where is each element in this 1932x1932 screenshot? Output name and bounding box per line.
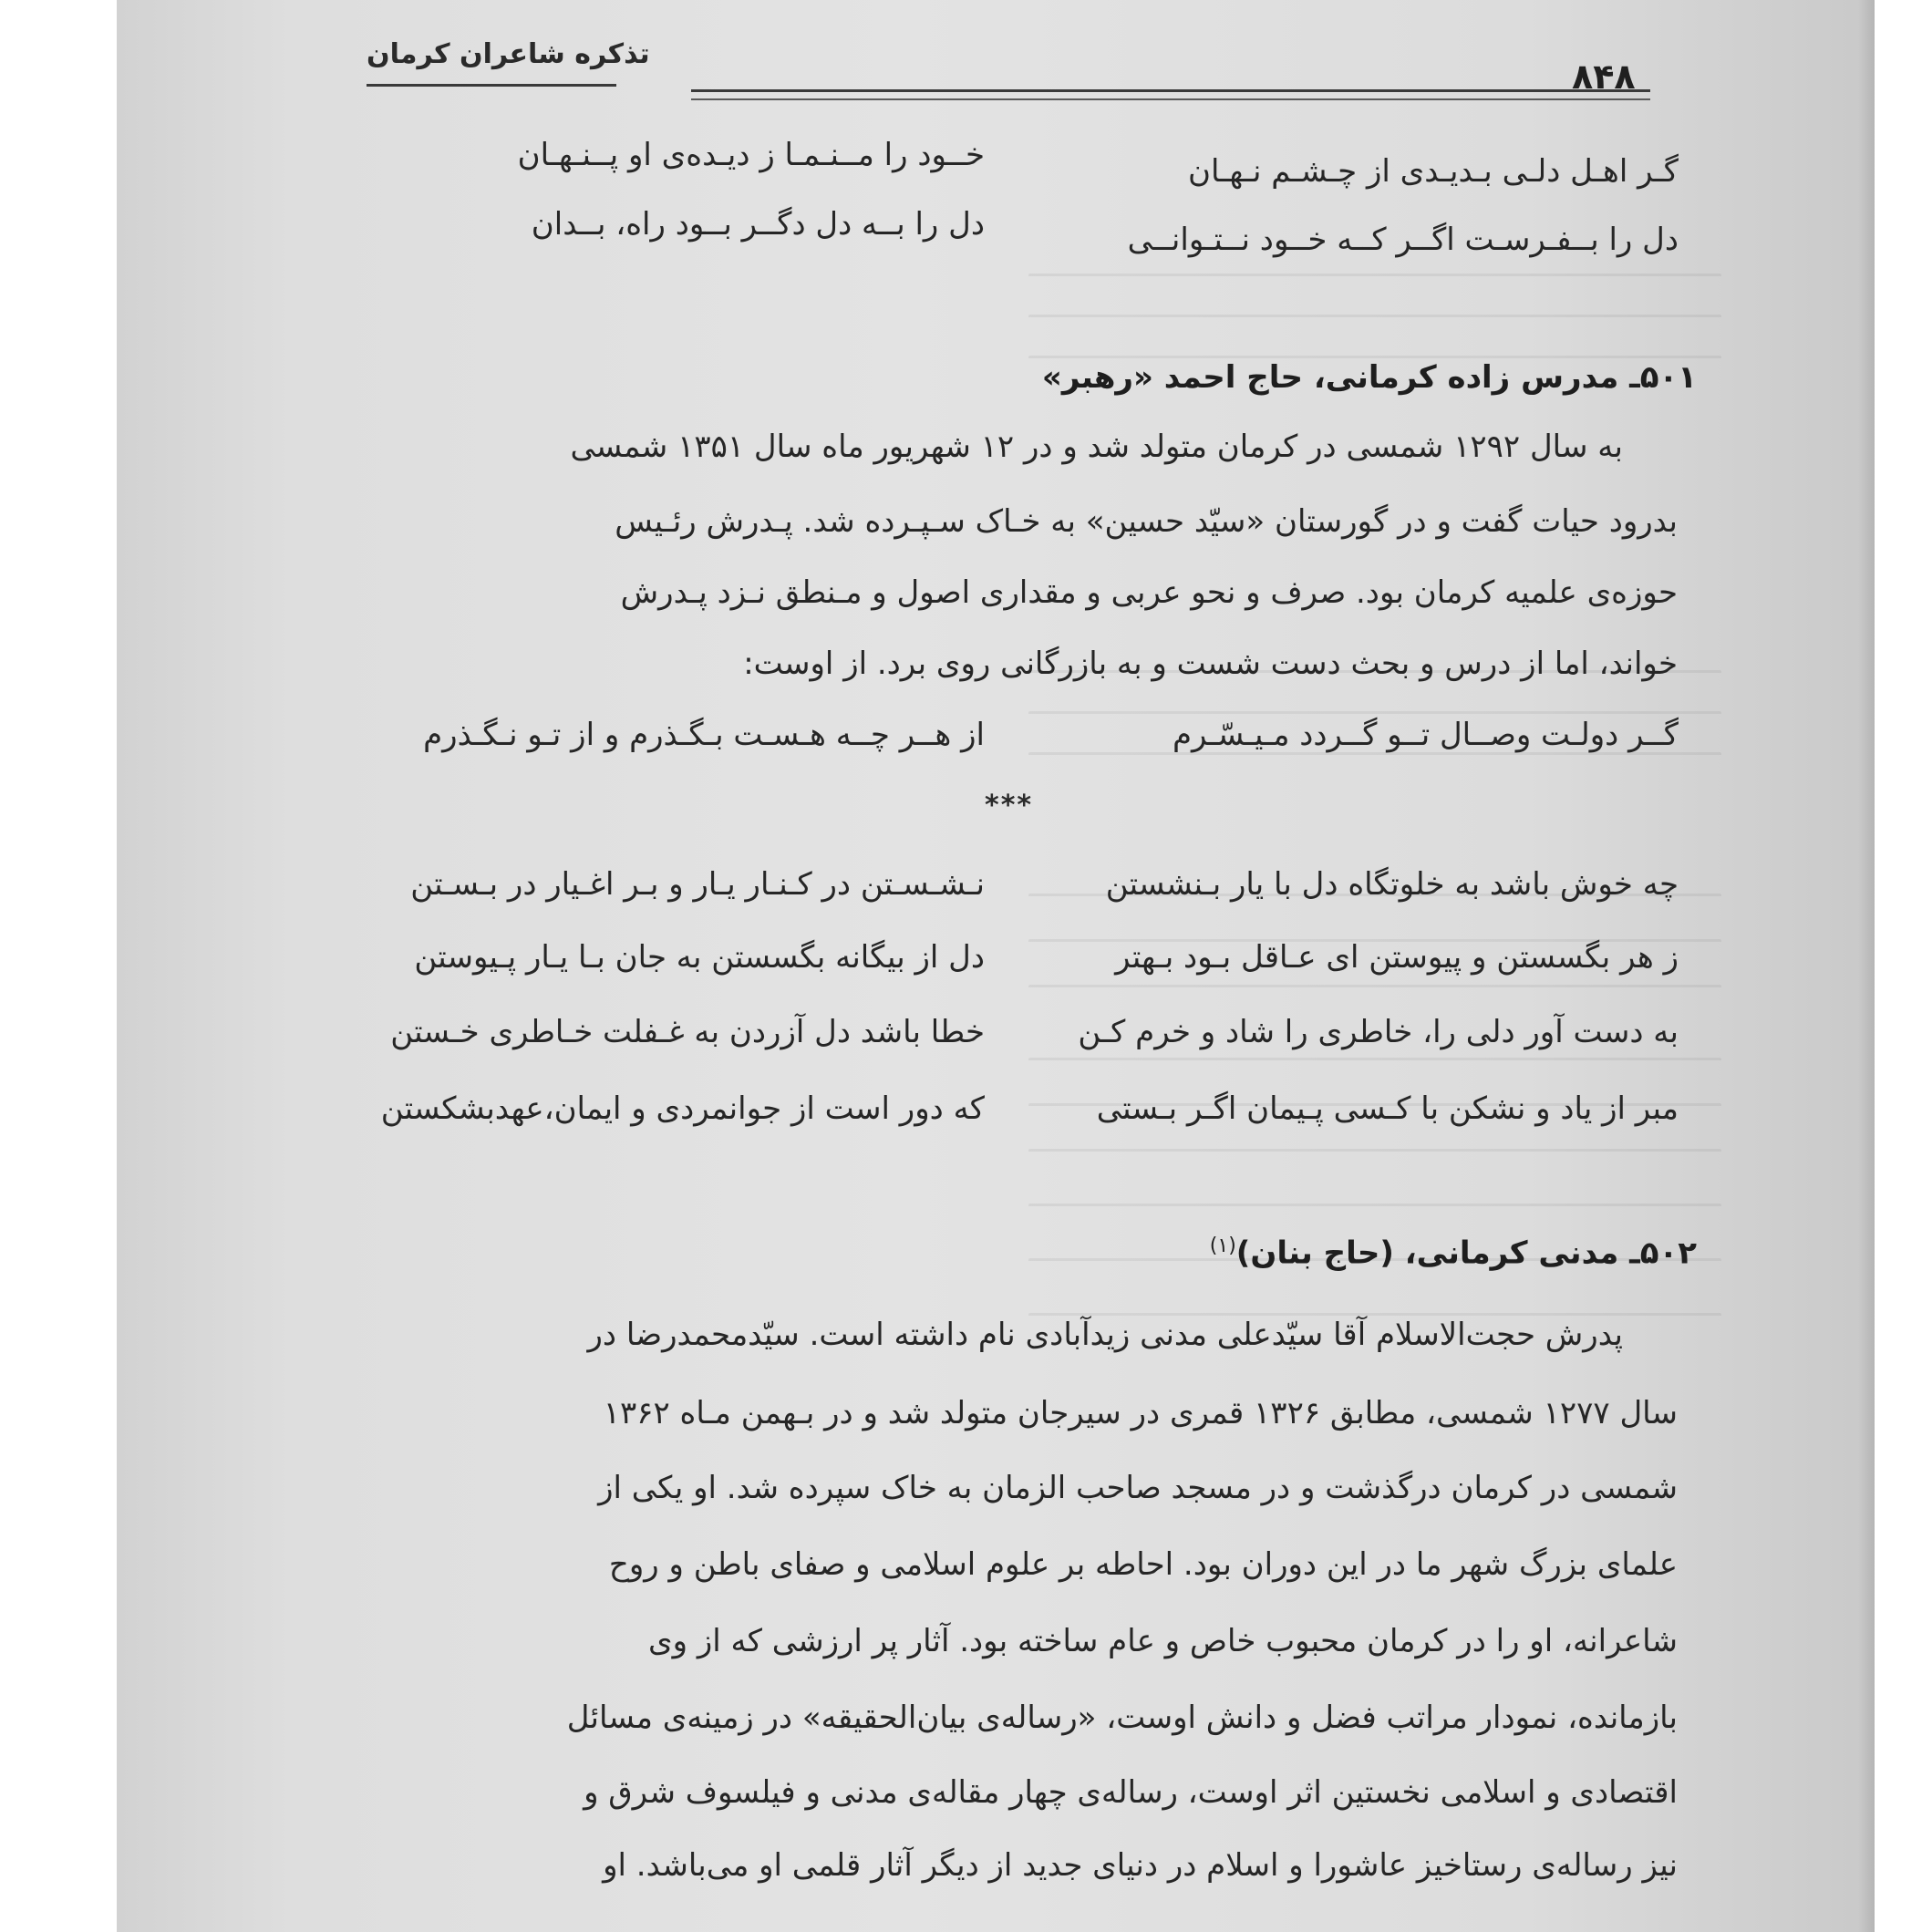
verse-right: به دست آور دلی را، خاطری را شاد و خرم کـن xyxy=(1078,1014,1679,1050)
paragraph-line: خواند، اما از درس و بحث دست شست و به بازرگانی روی برد. از اوست: xyxy=(743,646,1678,682)
page-number: ۸۴۸ xyxy=(1572,57,1636,97)
header-rule xyxy=(367,84,616,87)
paragraph-line: بازمانده، نمودار مراتب فضل و دانش اوست، «رساله‌ی بیان‌الحقیقه» در زمینه‌ی مسائل xyxy=(566,1700,1678,1736)
verse-left: از هــر چــه هـسـت بـگـذرم و از تـو نـگـذرم xyxy=(423,717,985,753)
paragraph-line: نیز رساله‌ی رستاخیز عاشورا و اسلام در دنیای جدید از دیگر آثار قلمی او می‌باشد. او xyxy=(603,1847,1678,1884)
verse-left: نـشـسـتن در کـنـار یـار و بـر اغـیار در بـسـتن xyxy=(410,866,985,903)
footnote-mark: (۱) xyxy=(1209,1235,1236,1257)
verse-right: چه خوش باشد به خلوتگاه دل با یار بـنشستن xyxy=(1105,866,1679,903)
verse-right: مبر از یاد و نشکن با کـسی پـیمان اگـر بـستی xyxy=(1096,1090,1679,1127)
verse-right: گــر دولـت وصــال تــو گــردد مـیـسّـرم xyxy=(1172,717,1679,753)
paragraph-line: بدرود حیات گفت و در گورستان «سیّد حسین» به خـاک سـپـرده شد. پـدرش رئـیس xyxy=(615,503,1678,540)
paragraph-line: شمسی در کرمان درگذشت و در مسجد صاحب الزمان به خاک سپرده شد. او یکی از xyxy=(598,1470,1678,1506)
paragraph-line: حوزه‌ی علمیه کرمان بود. صرف و نحو عربی و مقداری اصول و مـنطق نـزد پـدرش xyxy=(620,574,1678,611)
paragraph-line: شاعرانه، او را در کرمان محبوب خاص و عام ساخته بود. آثار پر ارزشی که از وی xyxy=(648,1623,1678,1659)
verse-left: دل را بــه دل دگــر بــود راه، بــدان xyxy=(531,206,985,243)
entry-heading: ۵۰۱ـ مدرس زاده کرمانی، حاج احمد «رهبر» xyxy=(1041,359,1697,396)
running-header-title: تذکره شاعران کرمان xyxy=(367,38,650,70)
verse-right: گـر اهـل دلـی بـدیـدی از چـشـم نـهـان xyxy=(1188,153,1679,190)
verse-right: ز هر بگسستن و پیوستن ای عـاقل بـود بـهتر xyxy=(1115,939,1679,976)
verse-left: خــود را مــنـمـا ز دیـده‌ی او پــنـهـان xyxy=(517,137,985,173)
paragraph-line: سال ۱۲۷۷ شمسی، مطابق ۱۳۲۶ قمری در سیرجان متولد شد و در بـهمن مـاه ۱۳۶۲ xyxy=(603,1395,1678,1431)
section-separator: *** xyxy=(985,790,1034,821)
entry-heading xyxy=(1210,1235,1697,1271)
paragraph-line: اقتصادی و اسلامی نخستین اثر اوست، رساله‌ی چهار مقاله‌ی مدنی و فیلسوف شرق و xyxy=(584,1774,1678,1811)
verse-left: که دور است از جوانمردی و ایمان،عهدبشکستن xyxy=(380,1090,985,1127)
header-rule xyxy=(691,89,1650,92)
verse-left: خطا باشد دل آزردن به غـفلت خـاطری خـستن xyxy=(390,1014,985,1050)
paragraph-line: علمای بزرگ شهر ما در این دوران بود. احاطه بر علوم اسلامی و صفای باطن و روح xyxy=(608,1546,1678,1583)
paragraph-line: پدرش حجت‌الاسلام آقا سیّدعلی مدنی زیدآبادی نام داشته است. سیّدمحمدرضا در xyxy=(587,1317,1623,1353)
paragraph-line: به سال ۱۲۹۲ شمسی در کرمان متولد شد و در ۱۲ شهریور ماه سال ۱۳۵۱ شمسی xyxy=(570,429,1623,465)
verse-right: دل را بــفـرسـت اگــر کــه خــود نــتـوانــی xyxy=(1127,222,1679,258)
header-rule xyxy=(691,98,1650,100)
entry-heading-text: ۵۰۲ـ مدنی کرمانی، (حاج بنان) xyxy=(1235,1235,1697,1272)
verse-left: دل از بیگانه بگسستن به جان بـا یـار پـیوستن xyxy=(414,939,985,976)
